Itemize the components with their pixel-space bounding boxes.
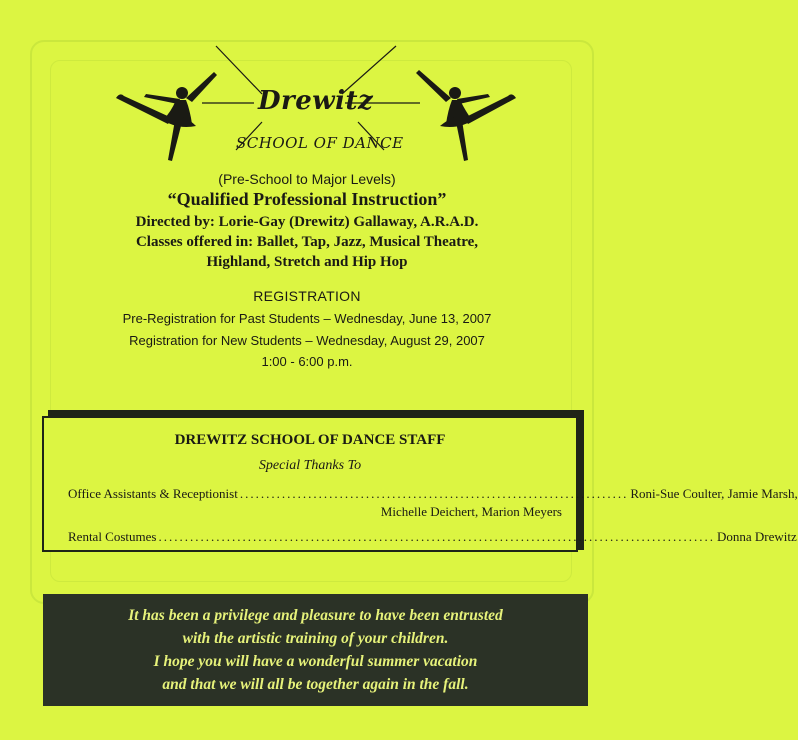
tagline: “Qualified Professional Instruction” xyxy=(167,189,447,209)
school-subtitle: SCHOOL OF DANCE xyxy=(236,134,404,152)
school-name: Drewitz xyxy=(258,86,374,116)
ballerina-left-icon xyxy=(116,72,217,161)
director-line: Directed by: Lorie-Gay (Drewitz) Gallaway, A.R.A.D. xyxy=(135,214,479,230)
staff-row xyxy=(68,486,798,502)
staff-names: Roni-Sue Coulter, Jamie Marsh, xyxy=(630,486,798,501)
leader-dots: .......................................................................... xyxy=(239,486,629,501)
registration-heading: REGISTRATION xyxy=(253,288,361,304)
staff-row xyxy=(68,529,797,545)
staff-role: Office Assistants & Receptionist xyxy=(68,486,238,501)
classes-line-1: Classes offered in: Ballet, Tap, Jazz, Musical Theatre, xyxy=(135,234,479,250)
registration-new-students: Registration for New Students – Wednesday, August 29, 2007 xyxy=(129,333,485,348)
ballerina-right-icon xyxy=(416,70,516,161)
staff-names-continued: Michelle Deichert, Marion Meyers xyxy=(380,504,562,519)
staff-role: Rental Costumes xyxy=(68,529,157,544)
registration-past-students: Pre-Registration for Past Students – Wednesday, June 13, 2007 xyxy=(122,311,492,326)
classes-line-2: Highland, Stretch and Hip Hop xyxy=(206,254,408,270)
closing-line: with the artistic training of your children. xyxy=(182,630,449,647)
staff-title: DREWITZ SCHOOL OF DANCE STAFF xyxy=(174,432,446,448)
closing-line: and that we will all be together again in the fall. xyxy=(162,676,469,693)
registration-hours: 1:00 - 6:00 p.m. xyxy=(261,354,353,369)
staff-thanks: Special Thanks To xyxy=(258,458,362,473)
school-logo xyxy=(0,0,614,180)
closing-message-box xyxy=(43,594,588,706)
staff-names: Donna Drewitz xyxy=(716,529,797,544)
closing-line: It has been a privilege and pleasure to have been entrusted xyxy=(128,607,503,624)
closing-line: I hope you will have a wonderful summer vacation xyxy=(153,653,478,670)
levels-text: (Pre-School to Major Levels) xyxy=(218,171,396,187)
staff-box xyxy=(42,416,798,552)
leader-dots: .......................................................................................................... xyxy=(158,529,715,544)
